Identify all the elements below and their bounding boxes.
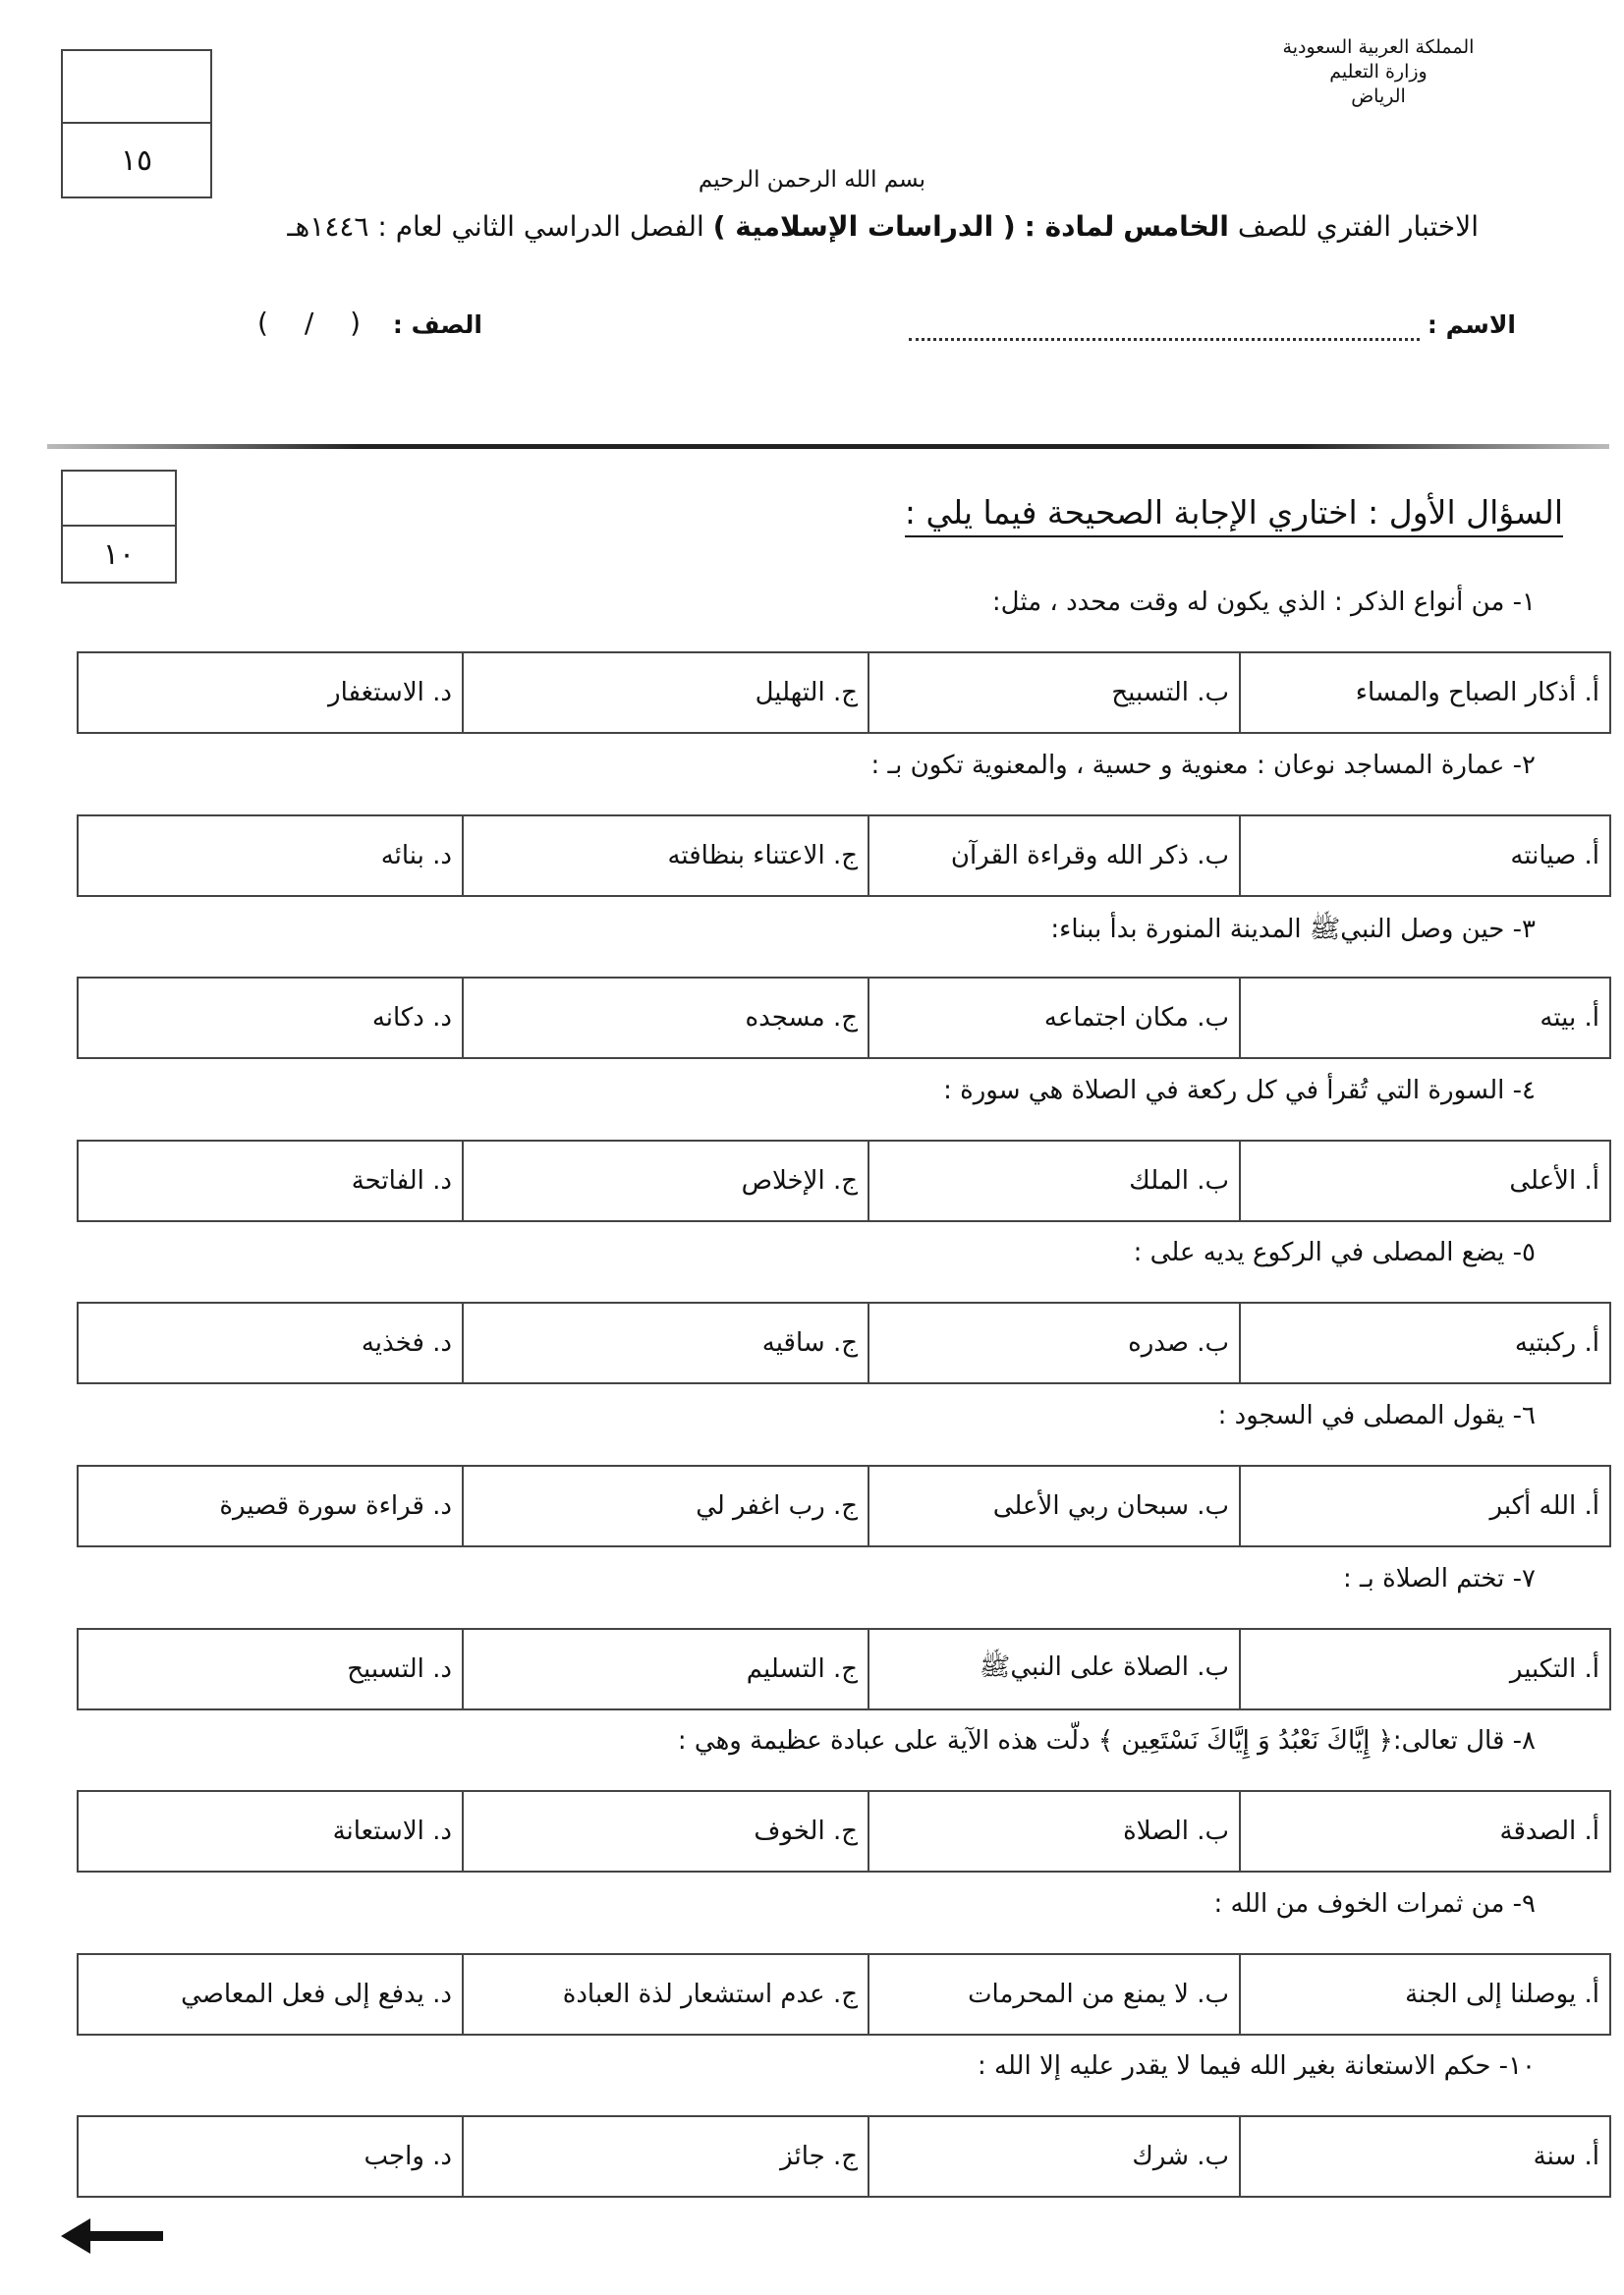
left-arrow-icon[interactable] [61, 2214, 163, 2258]
options-table [77, 2115, 1611, 2198]
answer-option[interactable]: أ. ركبتيه [1240, 1303, 1610, 1383]
total-score: ١٥ [120, 142, 153, 178]
answer-option[interactable]: أ. سنة [1240, 2116, 1610, 2197]
answer-option[interactable]: د. الاستعانة [78, 1791, 463, 1872]
answer-option[interactable]: ب. مكان اجتماعه [868, 978, 1240, 1058]
question-text: ٦- يقول المصلى في السجود : [1217, 1401, 1536, 1430]
answer-option[interactable]: د. دكانه [78, 978, 463, 1058]
options-table [77, 651, 1611, 734]
ministry-name: وزارة التعليم [1329, 61, 1428, 83]
options-table [77, 814, 1611, 897]
answer-option[interactable]: ج. الخوف [463, 1791, 868, 1872]
answer-option[interactable]: أ. التكبير [1240, 1629, 1610, 1709]
class-field[interactable]: ( / ) [257, 307, 375, 339]
options-table [77, 1953, 1611, 2036]
options-row [78, 978, 1610, 1058]
question-text: ٢- عمارة المساجد نوعان : معنوية و حسية ، والمعنوية تكون بـ : [870, 750, 1536, 780]
answer-option[interactable]: د. الاستغفار [78, 652, 463, 733]
options-row [78, 1303, 1610, 1383]
answer-option[interactable]: د. بنائه [78, 815, 463, 896]
options-row [78, 1466, 1610, 1546]
section-heading-text: السؤال الأول : اختاري الإجابة الصحيحة فيما يلي : [905, 493, 1563, 537]
options-table [77, 1628, 1611, 1710]
subject: ( الدراسات الإسلامية ) [712, 210, 1016, 243]
answer-option[interactable]: ب. لا يمنع من المحرمات [868, 1954, 1240, 2035]
section-heading [905, 493, 1563, 532]
options-row [78, 2116, 1610, 2197]
answer-option[interactable]: ج. الإخلاص [463, 1141, 868, 1221]
options-table [77, 1465, 1611, 1547]
options-table [77, 977, 1611, 1059]
answer-option[interactable]: ج. الاعتناء بنظافته [463, 815, 868, 896]
answer-option[interactable]: أ. الصدقة [1240, 1791, 1610, 1872]
basmala: بسم الله الرحمن الرحيم [698, 167, 926, 193]
class-label: الصف : [392, 310, 482, 339]
answer-option[interactable]: د. يدفع إلى فعل المعاصي [78, 1954, 463, 2035]
answer-option[interactable]: أ. صيانته [1240, 815, 1610, 896]
answer-option[interactable]: ب. الملك [868, 1141, 1240, 1221]
question-text: ٨- قال تعالى:﴿ إِيَّاكَ نَعْبُدُ وَ إِيَّاكَ نَسْتَعِين ﴾ دلّت هذه الآية على عبادة عظيمة وهي : [677, 1726, 1536, 1757]
header-divider [47, 444, 1609, 449]
title-suffix: الفصل الدراسي الثاني لعام : ١٤٤٦هـ [287, 210, 704, 243]
city-name: الرياض [1351, 85, 1406, 107]
name-field[interactable] [909, 316, 1420, 341]
answer-option[interactable]: ج. عدم استشعار لذة العبادة [463, 1954, 868, 2035]
answer-option[interactable]: ج. رب اغفر لي [463, 1466, 868, 1546]
options-row [78, 1954, 1610, 2035]
question-text: ٥- يضع المصلى في الركوع يديه على : [1133, 1238, 1536, 1268]
question-text: ٣- حين وصل النبيﷺ المدينة المنورة بدأ ببناء: [1050, 915, 1536, 945]
country-name: المملكة العربية السعودية [1282, 36, 1475, 58]
school-header [1251, 35, 1506, 109]
answer-option[interactable]: د. واجب [78, 2116, 463, 2197]
answer-option[interactable]: ج. ساقيه [463, 1303, 868, 1383]
question-text: ٩- من ثمرات الخوف من الله : [1213, 1888, 1536, 1919]
title-prefix: الاختبار الفتري للصف [1237, 210, 1479, 243]
section-score: ١٠ [102, 536, 136, 572]
answer-option[interactable]: أ. الله أكبر [1240, 1466, 1610, 1546]
answer-option[interactable]: ج. التسليم [463, 1629, 868, 1709]
question-text: ١٠- حكم الاستعانة بغير الله فيما لا يقدر عليه إلا الله : [977, 2051, 1536, 2082]
answer-option[interactable]: ب. الصلاة [868, 1791, 1240, 1872]
section-score-box [61, 470, 177, 584]
answer-option[interactable]: أ. يوصلنا إلى الجنة [1240, 1954, 1610, 2035]
answer-option[interactable]: أ. الأعلى [1240, 1141, 1610, 1221]
answer-option[interactable]: ب. التسبيح [868, 652, 1240, 733]
options-row [78, 1629, 1610, 1709]
answer-option[interactable]: ب. صدره [868, 1303, 1240, 1383]
options-table [77, 1140, 1611, 1222]
exam-title [287, 210, 1479, 243]
score-blank [63, 51, 210, 124]
answer-option[interactable]: د. التسبيح [78, 1629, 463, 1709]
answer-option[interactable]: ب. سبحان ربي الأعلى [868, 1466, 1240, 1546]
answer-option[interactable]: د. الفاتحة [78, 1141, 463, 1221]
answer-option[interactable]: أ. أذكار الصباح والمساء [1240, 652, 1610, 733]
question-text: ١- من أنواع الذكر : الذي يكون له وقت محدد ، مثل: [991, 588, 1536, 617]
options-row [78, 815, 1610, 896]
grade: الخامس [1123, 210, 1229, 243]
options-row [78, 1141, 1610, 1221]
options-row [78, 1791, 1610, 1872]
answer-option[interactable]: ج. مسجده [463, 978, 868, 1058]
answer-option[interactable]: ب. شرك [868, 2116, 1240, 2197]
options-row [78, 652, 1610, 733]
answer-option[interactable]: ب. الصلاة على النبيﷺ [868, 1629, 1240, 1709]
question-text: ٤- السورة التي تُقرأ في كل ركعة في الصلاة هي سورة : [943, 1075, 1536, 1105]
name-label: الاسم : [1427, 310, 1516, 339]
score-blank [63, 472, 175, 527]
options-table [77, 1302, 1611, 1384]
answer-option[interactable]: أ. بيته [1240, 978, 1610, 1058]
answer-option[interactable]: د. فخذيه [78, 1303, 463, 1383]
options-table [77, 1790, 1611, 1873]
subject-label: لمادة : [1024, 210, 1115, 243]
answer-option[interactable]: ب. ذكر الله وقراءة القرآن [868, 815, 1240, 896]
answer-option[interactable]: ج. جائز [463, 2116, 868, 2197]
answer-option[interactable]: ج. التهليل [463, 652, 868, 733]
question-text: ٧- تختم الصلاة بـ : [1342, 1563, 1536, 1594]
answer-option[interactable]: د. قراءة سورة قصيرة [78, 1466, 463, 1546]
